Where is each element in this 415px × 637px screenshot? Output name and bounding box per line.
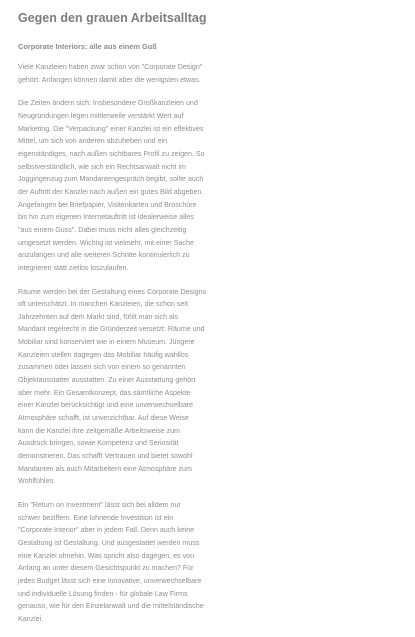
- paragraph-line: eigenständiges, nach außen sichtbares Profil zu zeigen. So: [18, 149, 205, 158]
- paragraph-line: selbstverständlich, wie sich ein Rechtsanwalt nicht im: [18, 162, 186, 171]
- paragraph-line: einer Kanzlei berücksichtigt und eine unverwechselbare: [18, 401, 194, 410]
- article-paragraph: [18, 97, 240, 274]
- paragraph-line: Mandanten als auch Mitarbeitern eine Atmosphäre zum: [18, 464, 192, 473]
- article-subtitle: Corporate Interiors: alle aus einem Guß: [18, 42, 157, 51]
- page-title: Gegen den grauen Arbeitsalltag: [18, 11, 207, 25]
- paragraph-line: Gestaltung ist Gestaltung. Und ausgestattet werden muss: [18, 538, 200, 547]
- paragraph-line: Marketing. Die "Verpackung" einer Kanzlei ist ein effektives: [18, 124, 204, 133]
- paragraph-line: bis hin zum eigenen Internetauftritt ist idealerweise alles: [18, 213, 194, 222]
- paragraph-line: Ausdruck bringen, sowie Kompetenz und Seriosität: [18, 439, 179, 448]
- paragraph-line: schwer beziffern. Eine lohnende Investition ist ein: [18, 513, 174, 522]
- paragraph-line: "Corporate Interior" aber in jedem Fall. Denn auch keine: [18, 526, 195, 535]
- paragraph-line: Joggingenzug zum Mandantengespräch begibt, sollte auch: [18, 175, 204, 184]
- paragraph-line: Neugründungen legen mittlerweile verstärkt Wert auf: [18, 111, 184, 120]
- paragraph-line: Mittel, um sich von anderen abzuheben und ein: [18, 137, 168, 146]
- paragraph-line: aber mehr. Ein Gesamtkonzept, das sämtliche Aspekte: [18, 388, 191, 397]
- paragraph-line: genauso, wie für den Einzelanwalt und die mittelständische: [18, 602, 204, 611]
- paragraph-line: demonstrieren. Das schafft Vertrauen und bietet sowohl: [18, 452, 193, 461]
- article-paragraph: [18, 499, 240, 626]
- paragraph-line: integrieren statt ziellos loszulaufen.: [18, 263, 129, 272]
- paragraph-line: Objektausstatter ausstatten. Zu einer Ausstattung gehört: [18, 376, 196, 385]
- paragraph-line: eine Kanzlei ohnehin. Was spricht also dagegen, es von: [18, 551, 195, 560]
- paragraph-line: Wohlfühlen.: [18, 477, 56, 486]
- article-paragraph: [18, 61, 240, 86]
- paragraph-line: Mobiliar sind konserviert wie in einem Museum. Jüngere: [18, 338, 195, 347]
- paragraph-line: jedes Budget lässt sich eine innovative, unverwechselbare: [18, 576, 202, 585]
- paragraph-line: Mandant regelrecht in die Gründerzeit versetzt: Räume und: [18, 325, 205, 334]
- paragraph-line: kann die Kanzlei ihre zeitgemäße Arbeitsweise zum: [18, 426, 181, 435]
- paragraph-line: der Auftritt der Kanzlei nach außen ein gutes Bild abgeben.: [18, 187, 204, 196]
- article-body: [18, 61, 240, 626]
- paragraph-line: Jahrzehnten auf dem Markt sind, fühlt man sich als: [18, 312, 179, 321]
- paragraph-line: oft unterschätzt. In manchen Kanzleien, die schon seit: [18, 300, 188, 309]
- article: [18, 10, 240, 637]
- paragraph-line: Räume werden bei der Gestaltung eines Corporate Designs: [18, 287, 207, 296]
- paragraph-line: Kanzlei.: [18, 614, 44, 623]
- paragraph-line: umgesetzt werden. Wichtig ist vielmehr, mit einer Sache: [18, 238, 194, 247]
- paragraph-line: und individuelle Lösung finden - für globale Law Firms: [18, 589, 188, 598]
- paragraph-line: Viele Kanzleien haben zwar schon von "Corporate Design": [18, 63, 203, 71]
- paragraph-line: Angefangen bei Briefpapier, Visitenkarten und Broschüre: [18, 200, 197, 209]
- paragraph-line: Ein "Return on Investment" lässt sich bei alldem nur: [18, 501, 181, 509]
- paragraph-line: "aus einem Guss". Dabei muss nicht alles gleichzeitig: [18, 225, 187, 234]
- paragraph-line: zusammen oder lassen sich von einem so genannten: [18, 363, 186, 372]
- paragraph-line: Die Zeiten ändern sich: Insbesondere Großkanzleien und: [18, 99, 198, 108]
- article-paragraph: [18, 286, 240, 489]
- paragraph-line: Anfang an unter diesem Gesichtspunkt zu machen? Für: [18, 564, 194, 573]
- paragraph-line: Kanzleien stellen dagegen das Mobiliar häufig wahllos: [18, 350, 189, 359]
- paragraph-line: anzufangen und alle weiteren Schritte kontinuierlich zu: [18, 251, 190, 260]
- paragraph-line: Atmosphäre schafft, ist unverzichtbar. Auf diese Weise: [18, 414, 189, 423]
- paragraph-line: gehört. Anfangen können damit aber die wenigsten etwas.: [18, 75, 201, 84]
